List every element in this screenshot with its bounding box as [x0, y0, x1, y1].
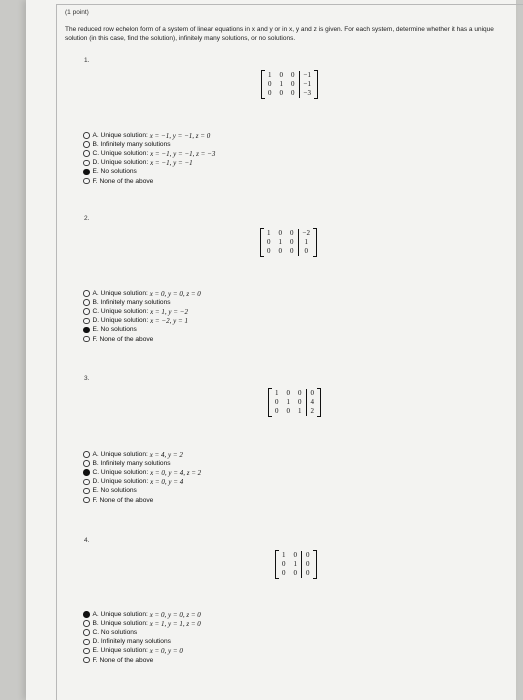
- question-intro: The reduced row echelon form of a system of linear equations in x and y or in x, y and z is given. For each system, determine whether it has a unique solution (in this case, find the solution), infinitely many solutions, or no solutions.: [65, 26, 494, 42]
- option-e[interactable]: [83, 646, 201, 655]
- matrix-left-bracket: [275, 550, 279, 579]
- option-c[interactable]: [83, 149, 215, 158]
- radio-button[interactable]: [83, 299, 90, 306]
- matrix-right-bracket: [314, 70, 318, 99]
- matrix-cell: 0: [298, 247, 314, 256]
- matrix-cell: 0: [267, 238, 271, 246]
- matrix-cell: 0: [278, 229, 282, 237]
- augmented-matrix: [264, 71, 315, 98]
- option-label: F. None of the above: [92, 656, 154, 664]
- augmented-matrix: [263, 229, 314, 256]
- radio-button[interactable]: [83, 308, 90, 315]
- answer-options: [83, 610, 201, 665]
- radio-button[interactable]: [83, 141, 90, 148]
- option-label: A. Unique solution:: [92, 290, 148, 298]
- option-c[interactable]: [83, 628, 201, 637]
- matrix-cell: 0: [293, 551, 297, 559]
- option-math: x = 0, y = 0, z = 0: [149, 289, 201, 298]
- points-label: (1 point): [65, 9, 89, 16]
- matrix-cell: 0: [286, 407, 290, 415]
- option-f[interactable]: [83, 334, 201, 343]
- option-e[interactable]: [83, 167, 215, 176]
- page-sheet: [26, 0, 516, 700]
- option-math: x = −1, y = −1, z = −3: [150, 149, 216, 158]
- option-math: x = 0, y = 4, z = 2: [150, 468, 202, 477]
- matrix-cell: 4: [306, 398, 318, 407]
- option-d[interactable]: [83, 477, 201, 486]
- option-label: E. Unique solution:: [92, 647, 148, 655]
- matrix-cell: 0: [302, 551, 314, 560]
- option-math: x = 1, y = −2: [150, 307, 188, 316]
- option-a[interactable]: [83, 610, 201, 619]
- option-label: F. None of the above: [92, 177, 154, 185]
- option-e[interactable]: [83, 486, 201, 495]
- option-b[interactable]: [83, 298, 201, 307]
- radio-button[interactable]: [83, 620, 90, 627]
- matrix-cell: 0: [298, 389, 302, 397]
- matrix-cell: 2: [306, 407, 318, 416]
- question-box: [56, 4, 523, 700]
- radio-button[interactable]: [83, 497, 90, 504]
- matrix-cell: 0: [282, 560, 286, 568]
- matrix-cell: 0: [306, 389, 318, 398]
- radio-button[interactable]: [83, 150, 90, 157]
- option-label: B. Infinitely many solutions: [92, 460, 171, 468]
- augmented-matrix: [278, 551, 314, 578]
- option-b[interactable]: [83, 459, 201, 468]
- option-label: F. None of the above: [92, 335, 154, 343]
- radio-button[interactable]: [83, 629, 90, 636]
- radio-button[interactable]: [83, 657, 90, 664]
- matrix-table: [278, 551, 314, 578]
- matrix-cell: 0: [282, 569, 286, 577]
- matrix-cell: 1: [267, 229, 271, 237]
- option-math: x = −1, y = −1, z = 0: [149, 131, 211, 140]
- answer-options: [83, 131, 215, 186]
- option-label: B. Infinitely many solutions: [92, 299, 171, 307]
- matrix-right-bracket: [313, 550, 317, 579]
- option-b[interactable]: [83, 140, 215, 149]
- option-a[interactable]: [83, 450, 201, 459]
- matrix-right-bracket: [317, 388, 321, 417]
- radio-button[interactable]: [83, 178, 90, 185]
- matrix-table: [264, 71, 315, 98]
- matrix-cell: −2: [298, 229, 314, 238]
- radio-button[interactable]: [83, 648, 90, 655]
- radio-button[interactable]: [83, 469, 90, 476]
- option-d[interactable]: [83, 637, 201, 646]
- matrix-cell: −3: [299, 89, 315, 98]
- option-c[interactable]: [83, 468, 201, 477]
- matrix-cell: 1: [279, 80, 283, 88]
- augmented-matrix: [271, 389, 318, 416]
- matrix-cell: 0: [293, 569, 297, 577]
- matrix-cell: 0: [290, 229, 294, 237]
- matrix-cell: 0: [291, 71, 295, 79]
- option-math: x = 4, y = 2: [149, 450, 183, 459]
- radio-button[interactable]: [83, 327, 90, 334]
- answer-options: [83, 450, 201, 505]
- option-a[interactable]: [83, 131, 215, 140]
- option-d[interactable]: [83, 316, 201, 325]
- matrix-cell: 0: [275, 407, 279, 415]
- matrix-cell: 0: [268, 80, 272, 88]
- matrix-table: [271, 389, 318, 416]
- matrix-cell: 1: [282, 551, 286, 559]
- matrix-cell: 0: [290, 238, 294, 246]
- matrix-cell: 0: [278, 247, 282, 255]
- question-number: 2.: [84, 215, 90, 222]
- radio-button[interactable]: [83, 169, 90, 176]
- radio-button[interactable]: [83, 460, 90, 467]
- radio-button[interactable]: [83, 318, 90, 325]
- radio-button[interactable]: [83, 488, 90, 495]
- matrix-cell: 1: [298, 238, 314, 247]
- matrix-cell: 1: [275, 389, 279, 397]
- matrix-table: [263, 229, 314, 256]
- question-number: 1.: [84, 57, 90, 64]
- option-math: x = 0, y = 0, z = 0: [149, 610, 201, 619]
- option-label: D. Unique solution:: [92, 159, 149, 167]
- option-label: E. No solutions: [92, 487, 137, 495]
- matrix-cell: 0: [268, 89, 272, 97]
- matrix-cell: 1: [298, 407, 302, 415]
- matrix-cell: 0: [279, 89, 283, 97]
- option-label: A. Unique solution:: [92, 611, 148, 619]
- option-label: C. Unique solution:: [92, 308, 149, 316]
- option-b[interactable]: [83, 619, 201, 628]
- option-label: A. Unique solution:: [92, 132, 148, 140]
- radio-button[interactable]: [83, 479, 90, 486]
- option-f[interactable]: [83, 655, 201, 664]
- answer-options: [83, 289, 201, 344]
- radio-button[interactable]: [83, 639, 90, 646]
- matrix-cell: 0: [286, 389, 290, 397]
- matrix-cell: 0: [291, 89, 295, 97]
- option-math: x = 0, y = 4: [150, 477, 184, 486]
- radio-button[interactable]: [83, 611, 90, 618]
- option-math: x = 0, y = 0: [149, 646, 183, 655]
- option-label: E. No solutions: [92, 326, 137, 334]
- radio-button[interactable]: [83, 160, 90, 167]
- question-number: 4.: [84, 537, 90, 544]
- matrix-right-bracket: [313, 228, 317, 257]
- matrix-cell: 0: [279, 71, 283, 79]
- matrix-cell: 0: [290, 247, 294, 255]
- matrix-cell: 0: [291, 80, 295, 88]
- option-label: B. Unique solution:: [92, 620, 148, 628]
- matrix-cell: 1: [286, 398, 290, 406]
- matrix-cell: −1: [299, 80, 315, 89]
- matrix-left-bracket: [261, 70, 265, 99]
- option-label: E. No solutions: [92, 168, 137, 176]
- matrix-cell: 0: [302, 569, 314, 578]
- option-label: D. Unique solution:: [92, 317, 149, 325]
- option-label: D. Unique solution:: [92, 478, 149, 486]
- radio-button[interactable]: [83, 290, 90, 297]
- option-label: A. Unique solution:: [92, 451, 148, 459]
- option-label: C. Unique solution:: [92, 150, 149, 158]
- matrix-left-bracket: [268, 388, 272, 417]
- matrix-cell: 0: [275, 398, 279, 406]
- option-label: C. No solutions: [92, 629, 138, 637]
- matrix-cell: −1: [299, 71, 315, 80]
- radio-button[interactable]: [83, 132, 90, 139]
- option-label: F. None of the above: [92, 496, 154, 504]
- option-e[interactable]: [83, 325, 201, 334]
- option-a[interactable]: [83, 289, 201, 298]
- matrix-cell: 1: [278, 238, 282, 246]
- matrix-cell: 0: [267, 247, 271, 255]
- radio-button[interactable]: [83, 451, 90, 458]
- option-label: B. Infinitely many solutions: [92, 141, 171, 149]
- option-f[interactable]: [83, 176, 215, 185]
- option-math: x = −1, y = −1: [150, 158, 193, 167]
- option-math: x = −2, y = 1: [150, 316, 188, 325]
- matrix-cell: 1: [268, 71, 272, 79]
- matrix-cell: 1: [293, 560, 297, 568]
- option-label: D. Infinitely many solutions: [92, 638, 171, 646]
- option-d[interactable]: [83, 158, 215, 167]
- option-c[interactable]: [83, 307, 201, 316]
- option-math: x = 1, y = 1, z = 0: [149, 619, 201, 628]
- radio-button[interactable]: [83, 336, 90, 343]
- matrix-cell: 0: [302, 560, 314, 569]
- matrix-left-bracket: [260, 228, 264, 257]
- option-label: C. Unique solution:: [92, 469, 149, 477]
- question-number: 3.: [84, 375, 90, 382]
- option-f[interactable]: [83, 495, 201, 504]
- matrix-cell: 0: [298, 398, 302, 406]
